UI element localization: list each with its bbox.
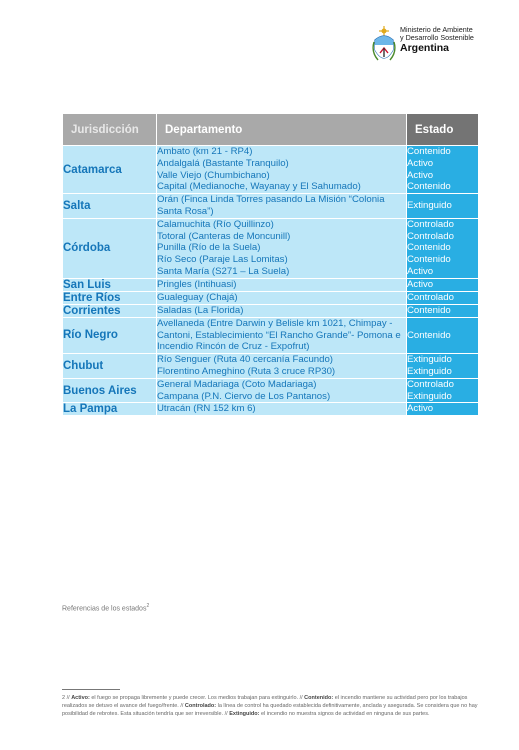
table-row [63,194,479,219]
footnote-term-activo: Activo: [71,695,90,701]
table-row [63,354,479,379]
estado-cell [407,291,479,304]
departamento-item: Orán (Finca Linda Torres pasando La Misión “Colonia Santa Rosa”) [157,194,385,217]
jurisdiccion-cell: Catamarca [63,146,157,194]
estado-cell [407,194,479,219]
table-row [63,218,479,278]
departamento-item: Gualeguay (Chajá) [157,291,238,303]
estado-item: Controlado [407,218,454,230]
departamento-cell [157,218,407,278]
jurisdiccion-cell: Corrientes [63,304,157,317]
estado-item: Extinguido [407,365,452,377]
departamento-cell [157,403,407,416]
header-jurisdiccion: Jurisdicción [63,114,157,146]
footnote-mark: 2 // [62,695,70,701]
jurisdiccion-cell: Salta [63,194,157,219]
departamento-cell [157,354,407,379]
logo-ministry-line2: y Desarrollo Sostenible [400,33,474,43]
logo-text [400,26,474,55]
references-heading [62,603,149,612]
ministry-logo [372,26,474,66]
table-row [63,403,479,416]
coat-of-arms-icon [372,26,396,66]
header-estado: Estado [407,114,479,146]
references-footnote-mark: 2 [146,603,150,609]
estado-item: Activo [407,265,434,277]
estado-item: Contenido [407,181,451,193]
table-row [63,304,479,317]
estado-item: Contenido [407,254,451,266]
departamento-item: Pringles (Intihuasi) [157,278,237,290]
departamento-cell [157,146,407,194]
footnote-term-extinguido: Extinguido: [229,711,260,717]
departamento-item: Calamuchita (Río Quillinzo) [157,218,274,230]
table-row [63,278,479,291]
jurisdiccion-cell: Buenos Aires [63,378,157,403]
departamento-item: Florentino Ameghino (Ruta 3 cruce RP30) [157,365,336,377]
footnote-text-extinguido: el incendio no muestra signos de actividad en ninguna de sus partes. [261,711,430,717]
estado-cell [407,378,479,403]
footnote-term-contenido: Contenido: [304,695,334,701]
departamento-cell [157,194,407,219]
table-row [63,291,479,304]
departamento-item: Andalgalá (Bastante Tranquilo) [157,157,289,169]
estado-cell [407,304,479,317]
footnote-term-controlado: Controlado: [184,703,217,709]
table-row [63,378,479,403]
table-header-row [63,114,479,146]
jurisdiccion-cell: San Luis [63,278,157,291]
departamento-item: Valle Viejo (Chumbichano) [157,169,270,181]
estado-item: Contenido [407,146,451,157]
estado-cell [407,218,479,278]
footnote-text-activo: el fuego se propaga libremente y puede crecer. Los medios trabajan para extinguirlo. // [91,695,303,701]
estado-item: Activo [407,278,434,290]
departamento-item: Avellaneda (Entre Darwin y Belisle km 1021, Chimpay - Cantoni, Establecimiento “El Rancho Grande”- Pomona e Incendio Rincón de Cruz - Expofrut) [157,317,401,353]
departamento-item: Río Senguer (Ruta 40 cercanía Facundo) [157,354,333,366]
departamento-item: General Madariaga (Coto Madariaga) [157,378,317,390]
estado-cell [407,354,479,379]
estado-item: Extinguido [407,354,452,366]
logo-country: Argentina [400,42,450,55]
table-row [63,317,479,353]
fires-status-table [62,113,479,416]
departamento-item: Ambato (km 21 - RP4) [157,146,253,157]
estado-item: Activo [407,169,434,181]
estado-item: Extinguido [407,200,452,212]
estado-item: Contenido [407,329,451,341]
departamento-cell [157,317,407,353]
table-row [63,146,479,194]
estado-cell [407,146,479,194]
estado-item: Controlado [407,291,454,303]
footnote-divider [62,689,120,690]
departamento-item: Capital (Medianoche, Wayanay y El Sahumado) [157,181,361,193]
footnote [62,694,480,718]
departamento-item: Campana (P.N. Ciervo de Los Pantanos) [157,390,331,402]
departamento-cell [157,304,407,317]
estado-item: Contenido [407,242,451,254]
departamento-item: Río Seco (Paraje Las Lomitas) [157,254,288,266]
header-departamento: Departamento [157,114,407,146]
estado-cell [407,403,479,416]
estado-cell [407,278,479,291]
references-label: Referencias de los estados [62,605,147,613]
estado-cell [407,317,479,353]
estado-item: Activo [407,403,434,415]
departamento-cell [157,378,407,403]
jurisdiccion-cell: Córdoba [63,218,157,278]
jurisdiccion-cell: Entre Ríos [63,291,157,304]
estado-item: Controlado [407,230,454,242]
estado-item: Extinguido [407,390,452,402]
footnote-text-contenido: el incendio mantiene su actividad pero por los trabajos realizados se detuvo el avance del fuego/frente. // [62,695,468,709]
departamento-cell [157,291,407,304]
jurisdiccion-cell: La Pampa [63,403,157,416]
jurisdiccion-cell: Río Negro [63,317,157,353]
departamento-item: Saladas (La Florida) [157,304,244,316]
departamento-item: Punilla (Río de la Suela) [157,242,261,254]
departamento-item: Totoral (Canteras de Moncunill) [157,230,291,242]
estado-item: Activo [407,157,434,169]
departamento-item: Santa María (S271 – La Suela) [157,265,290,277]
estado-item: Contenido [407,304,451,316]
departamento-item: Utracán (RN 152 km 6) [157,403,256,415]
estado-item: Controlado [407,378,454,390]
footnote-text-controlado: la línea de control ha quedado establecida definitivamente, anclada y asegurada. Se considera que no hay posibilidad de rebrotes. Esta situación tendría que ser irreversible. // [62,703,478,717]
departamento-cell [157,278,407,291]
logo-ministry-line1: Ministerio de Ambiente [400,25,473,34]
jurisdiccion-cell: Chubut [63,354,157,379]
